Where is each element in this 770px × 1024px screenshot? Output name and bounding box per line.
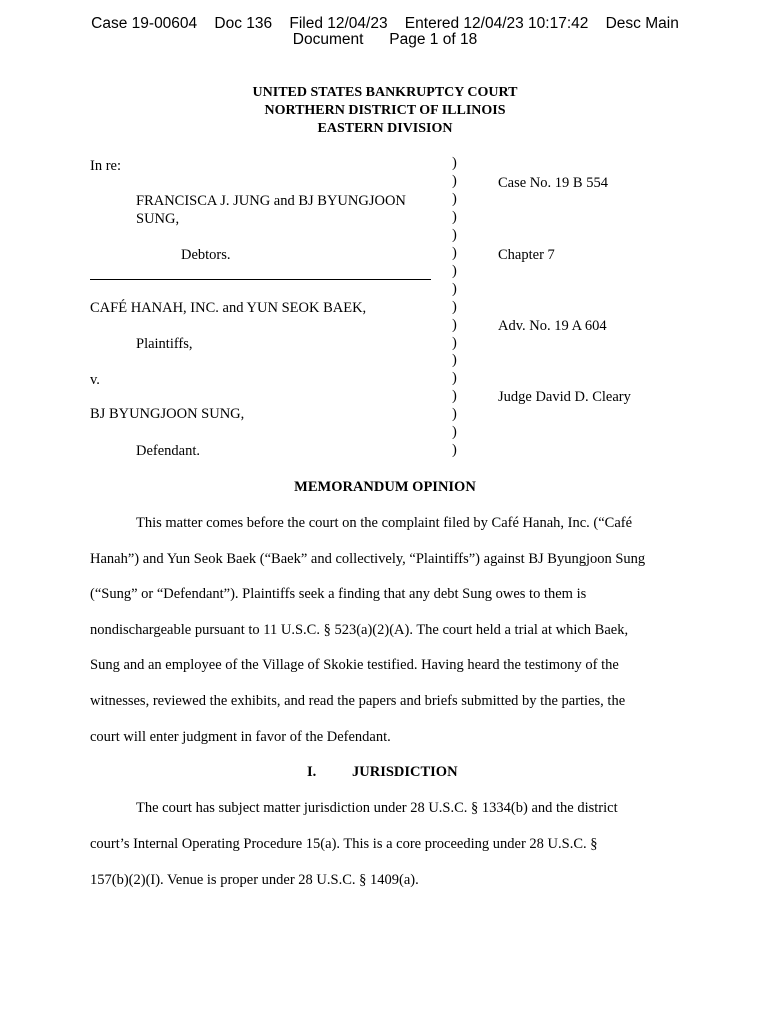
paragraph-1-line: court will enter judgment in favor of the Defendant. [90, 729, 391, 745]
paragraph-2-line: 157(b)(2)(I). Venue is proper under 28 U.S.C. § 1409(a). [90, 872, 419, 888]
paragraph-2-line: The court has subject matter jurisdiction under 28 U.S.C. § 1334(b) and the district [136, 800, 618, 816]
caption-paren: ) [452, 424, 457, 441]
caption-paren: ) [452, 155, 457, 171]
caption-paren: ) [452, 442, 457, 459]
paragraph-1-line: This matter comes before the court on the complaint filed by Café Hanah, Inc. (“Café [136, 515, 633, 531]
court-name: UNITED STATES BANKRUPTCY COURT [252, 85, 518, 100]
caption-paren: ) [452, 226, 457, 243]
paragraph-1-line: nondischargeable pursuant to 11 U.S.C. § 523(a)(2)(A). The court held a trial at which Baek, [90, 622, 629, 638]
filing-header-line-1: Case 19-00604 Doc 136 Filed 12/04/23 Entered 12/04/23 10:17:42 Desc Main [91, 15, 679, 32]
caption-paren: ) [452, 352, 457, 369]
caption-paren: ) [452, 406, 457, 423]
caption-defendant-label: Defendant. [136, 443, 201, 459]
caption-paren: ) [452, 298, 457, 315]
caption-debtors-label: Debtors. [181, 247, 231, 263]
caption-paren: ) [452, 280, 457, 297]
court-division: EASTERN DIVISION [317, 121, 453, 136]
caption-debtors-names: FRANCISCA J. JUNG and BJ BYUNGJOON [136, 193, 406, 209]
paragraph-2-line: court’s Internal Operating Procedure 15(a). This is a core proceeding under 28 U.S.C. § [90, 836, 598, 852]
caption-paren: ) [452, 316, 457, 333]
caption-paren: ) [452, 172, 457, 189]
caption-defendant-name: BJ BYUNGJOON SUNG, [90, 406, 245, 422]
caption-paren: ) [452, 370, 457, 387]
caption-paren: ) [452, 208, 457, 225]
caption-in-re: In re: [90, 158, 121, 174]
caption-paren: ) [452, 388, 457, 405]
caption-judge: Judge David D. Cleary [498, 389, 631, 405]
caption-versus: v. [90, 372, 100, 388]
filing-header-line-2: Document Page 1 of 18 [292, 31, 478, 48]
section-1-title: JURISDICTION [352, 764, 458, 780]
caption-divider [90, 279, 431, 280]
section-1-number: I. [307, 764, 317, 780]
caption-plaintiffs-label: Plaintiffs, [136, 336, 193, 352]
caption-adversary-number: Adv. No. 19 A 604 [498, 318, 607, 334]
caption-paren: ) [452, 262, 457, 279]
paragraph-1-line: (“Sung” or “Defendant”). Plaintiffs seek a finding that any debt Sung owes to them is [90, 586, 587, 602]
caption-plaintiffs-names: CAFÉ HANAH, INC. and YUN SEOK BAEK, [90, 300, 367, 316]
paragraph-1-line: Sung and an employee of the Village of Skokie testified. Having heard the testimony of the [90, 657, 619, 673]
caption-paren: ) [452, 334, 457, 351]
caption-parenthesis-column [452, 155, 457, 460]
paragraph-1-line: Hanah”) and Yun Seok Baek (“Baek” and collectively, “Plaintiffs”) against BJ Byungjoon Sung [90, 551, 646, 567]
caption-debtors-names-cont: SUNG, [136, 211, 180, 227]
caption-paren: ) [452, 244, 457, 261]
court-district: NORTHERN DISTRICT OF ILLINOIS [264, 103, 506, 118]
paragraph-1-line: witnesses, reviewed the exhibits, and read the papers and briefs submitted by the parties, the [90, 693, 626, 709]
caption-case-number: Case No. 19 B 554 [498, 175, 608, 191]
caption-chapter: Chapter 7 [498, 247, 555, 263]
opinion-title: MEMORANDUM OPINION [294, 479, 476, 495]
caption-paren: ) [452, 190, 457, 207]
